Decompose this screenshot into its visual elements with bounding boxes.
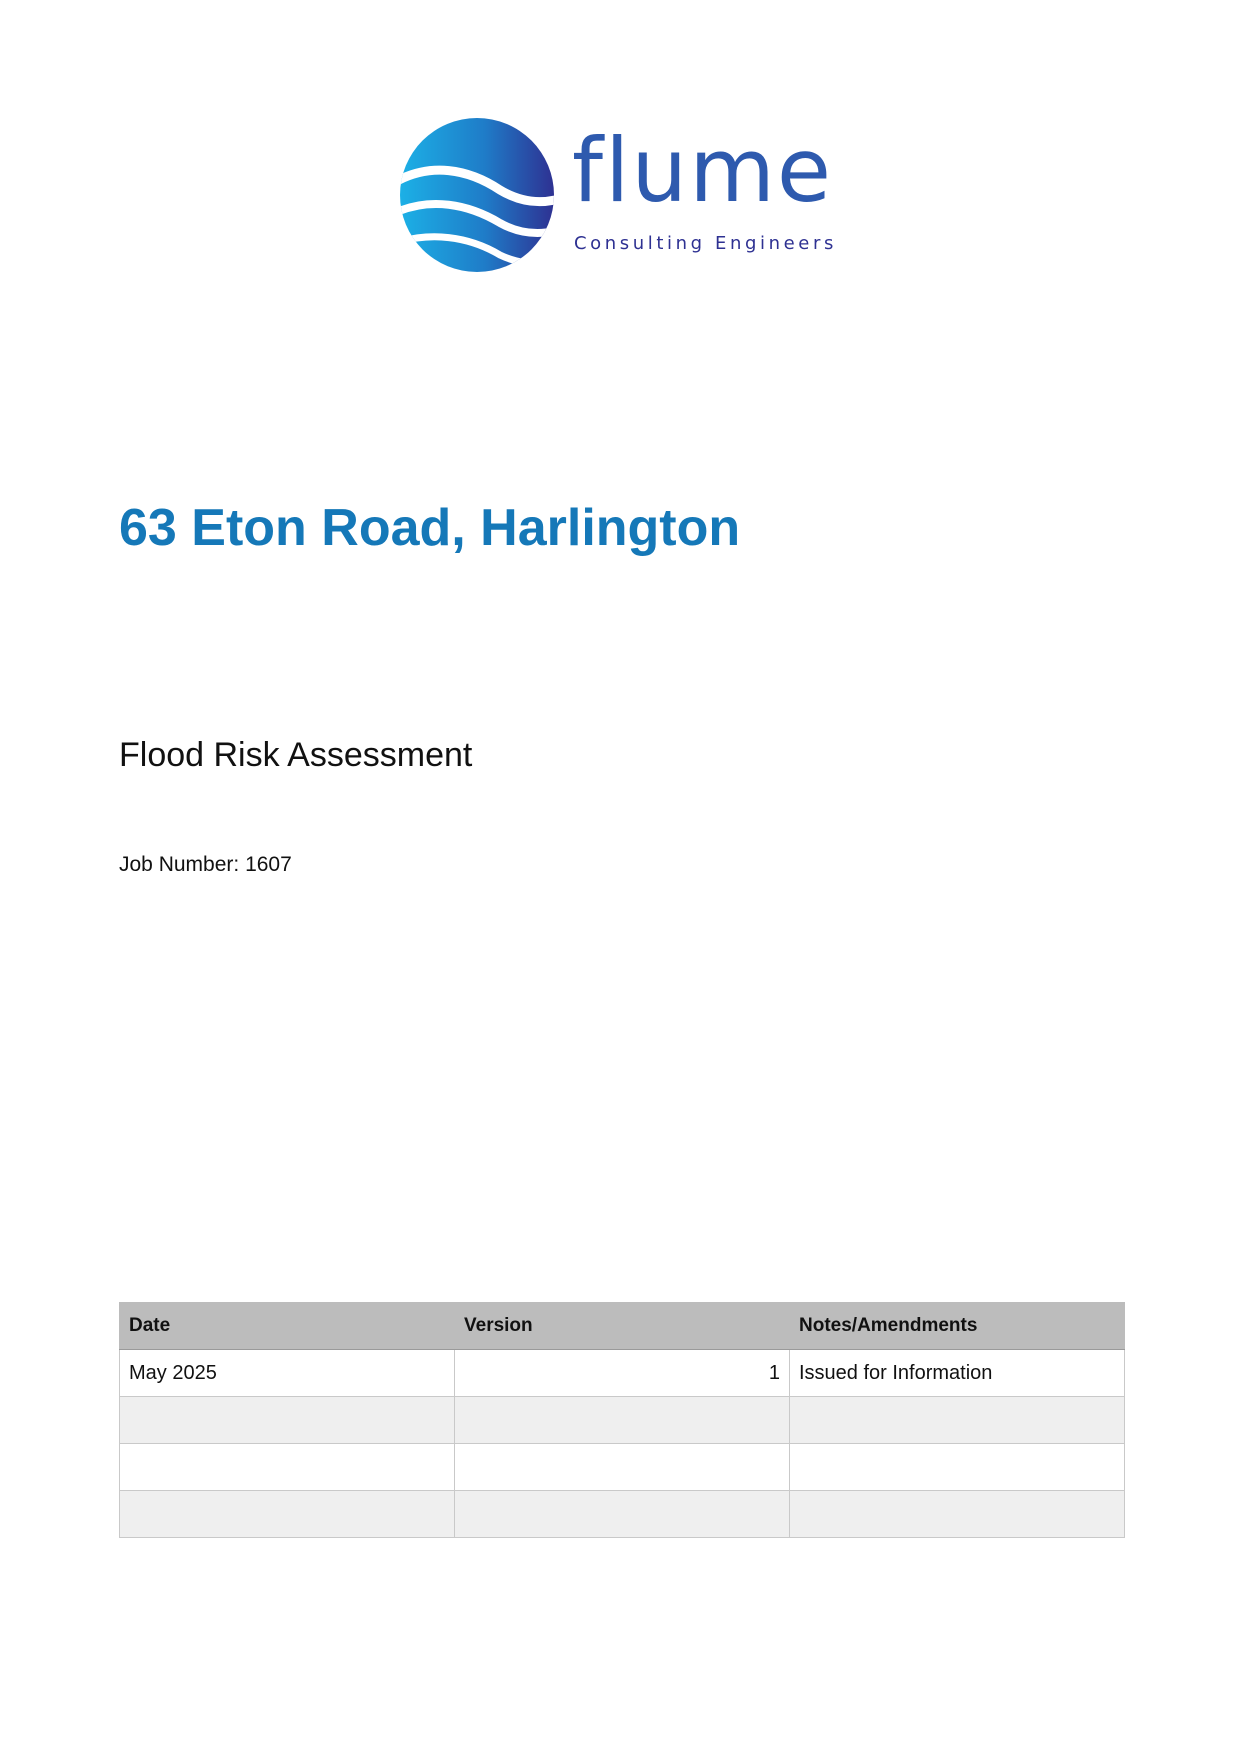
logo-tagline: Consulting Engineers	[574, 233, 837, 254]
cell-date	[120, 1397, 455, 1444]
revision-table-header	[120, 1303, 1125, 1350]
cell-notes	[790, 1491, 1125, 1538]
header-version: Version	[455, 1303, 790, 1350]
job-number	[119, 853, 292, 877]
job-number-label: Job Number:	[119, 853, 240, 876]
table-row	[120, 1397, 1125, 1444]
header-notes: Notes/Amendments	[790, 1303, 1125, 1350]
revision-table	[119, 1302, 1125, 1538]
cell-version	[455, 1444, 790, 1491]
cell-notes	[790, 1397, 1125, 1444]
cell-notes	[790, 1444, 1125, 1491]
logo-wordmark: flume	[572, 119, 834, 222]
document-title: 63 Eton Road, Harlington	[119, 499, 741, 557]
cell-version	[455, 1491, 790, 1538]
table-row	[120, 1444, 1125, 1491]
table-row	[120, 1350, 1125, 1397]
cell-date	[120, 1444, 455, 1491]
company-logo	[400, 115, 850, 280]
cell-date: May 2025	[120, 1350, 455, 1397]
header-date: Date	[120, 1303, 455, 1350]
wave-globe-icon	[400, 118, 575, 272]
cell-date	[120, 1491, 455, 1538]
cell-notes: Issued for Information	[790, 1350, 1125, 1397]
table-row	[120, 1491, 1125, 1538]
document-subtitle: Flood Risk Assessment	[119, 736, 473, 774]
cell-version: 1	[455, 1350, 790, 1397]
job-number-value: 1607	[245, 853, 292, 876]
cell-version	[455, 1397, 790, 1444]
